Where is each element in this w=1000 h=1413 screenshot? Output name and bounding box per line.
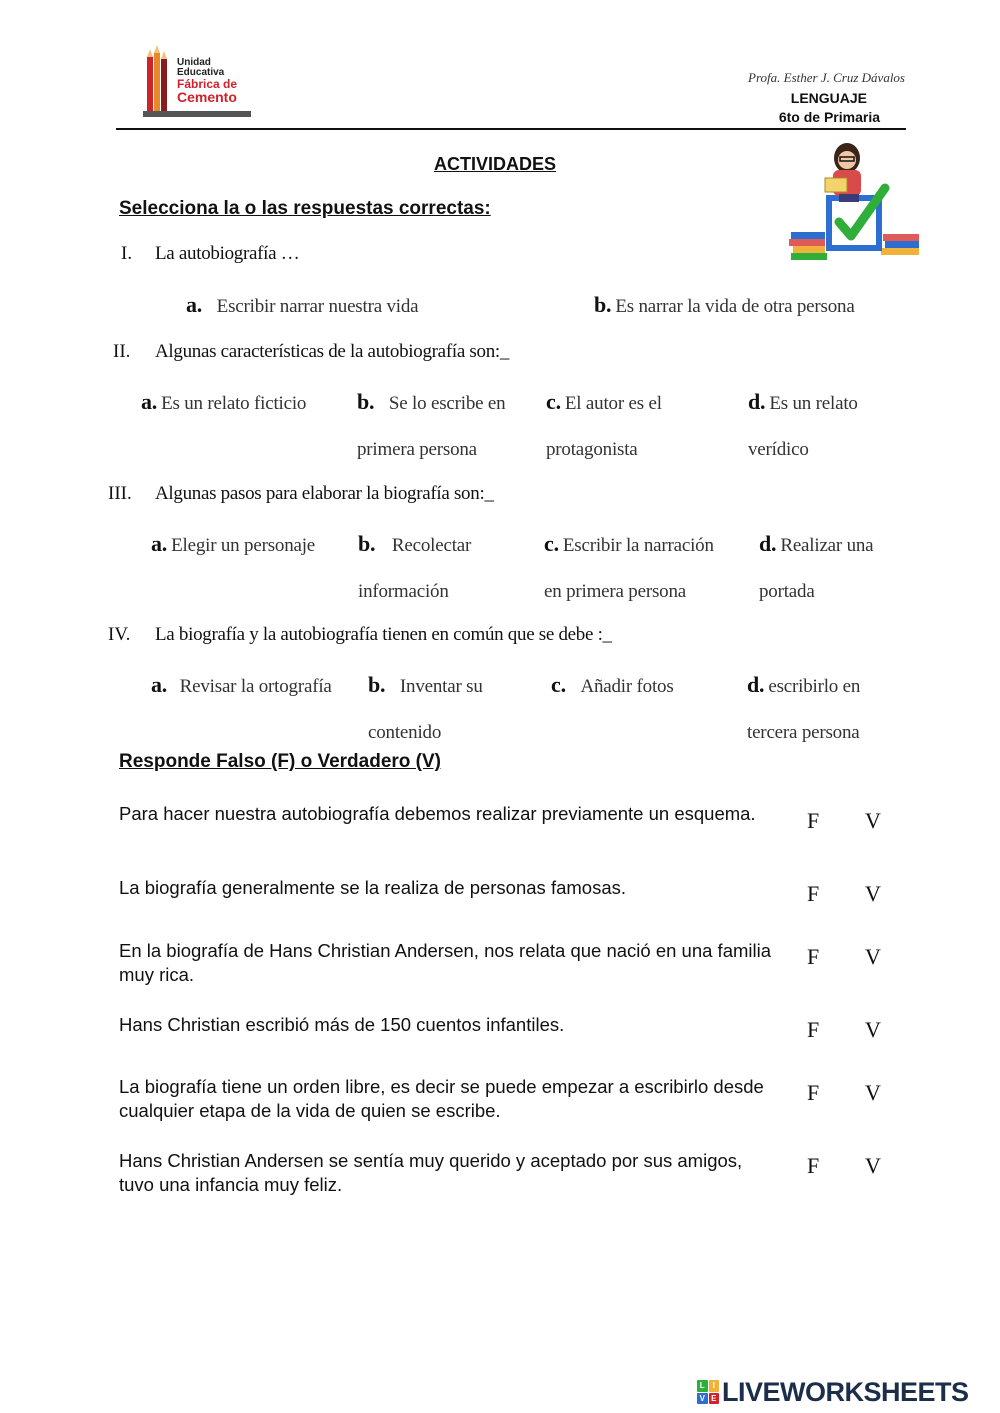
option-letter: c. [546, 389, 561, 414]
true-option[interactable]: V [865, 881, 881, 906]
true-option[interactable]: V [865, 1153, 881, 1178]
option-letter: b. [358, 531, 376, 556]
tf-statement: Hans Christian escribió más de 150 cuentos infantiles. [119, 1014, 565, 1035]
option-text: El autor es el [564, 393, 662, 414]
subject-label: LENGUAJE [790, 90, 867, 106]
option-letter: c. [551, 672, 566, 697]
logo-line-1: Unidad [177, 57, 211, 68]
false-option[interactable]: F [807, 881, 820, 906]
option-letter: a. [151, 672, 168, 697]
liveworksheets-badge-icon [697, 1380, 719, 1404]
option-text: Es narrar la vida de otra persona [615, 296, 855, 317]
question-number: II. [113, 341, 131, 362]
option-letter: d. [747, 672, 765, 697]
question-text: Algunas características de la autobiografía son:_ [155, 341, 510, 362]
option-d[interactable] [748, 379, 858, 473]
true-option[interactable]: V [865, 808, 881, 833]
false-option[interactable]: F [807, 944, 820, 969]
option-text: Realizar una [780, 535, 874, 556]
true-option[interactable]: V [865, 1080, 881, 1105]
liveworksheets-logo[interactable] [697, 1376, 969, 1408]
grade-label: 6to de Primaria [778, 109, 880, 125]
option-b[interactable] [368, 662, 483, 756]
false-option[interactable]: F [807, 1153, 820, 1178]
option-letter: b. [357, 389, 375, 414]
option-c[interactable] [544, 521, 714, 615]
school-logo [143, 45, 253, 123]
badge-letter: I [709, 1380, 720, 1392]
option-letter: a. [151, 531, 168, 556]
header-divider [116, 128, 906, 130]
tf-statement: La biografía tiene un orden libre, es decir se puede empezar a escribirlo desde cualquier etapa de la vida de quien se escribe. [119, 1076, 764, 1121]
false-option[interactable]: F [807, 808, 820, 833]
option-text: Escribir narrar nuestra vida [216, 296, 419, 317]
option-a[interactable] [186, 282, 418, 330]
option-text-line2: información [358, 581, 449, 602]
question-text: La autobiografía … [155, 243, 300, 264]
option-letter: a. [141, 389, 158, 414]
option-text: Se lo escribe en [388, 393, 506, 414]
false-option[interactable]: F [807, 1080, 820, 1105]
option-letter: d. [748, 389, 766, 414]
liveworksheets-brand-text: LIVEWORKSHEETS [722, 1376, 969, 1407]
logo-line-4: Cemento [177, 89, 237, 105]
option-text: Elegir un personaje [171, 535, 316, 556]
option-text-line2: contenido [368, 722, 442, 743]
tf-statement: En la biografía de Hans Christian Andersen, nos relata que nació en una familia muy rica. [119, 940, 772, 985]
option-text: Es un relato ficticio [161, 393, 307, 414]
tf-statement: Hans Christian Andersen se sentía muy querido y aceptado por sus amigos, tuvo una infancia muy feliz. [119, 1150, 743, 1195]
option-text-line2: portada [759, 581, 815, 602]
option-text: Añadir fotos [580, 676, 674, 697]
option-b[interactable] [594, 282, 855, 330]
option-text: Inventar su [399, 676, 483, 697]
true-option[interactable]: V [865, 944, 881, 969]
logo-line-3: Fábrica de [177, 77, 238, 91]
option-a[interactable] [141, 379, 306, 427]
tf-statement: Para hacer nuestra autobiografía debemos realizar previamente un esquema. [119, 803, 756, 824]
question-number: I. [121, 243, 133, 264]
option-text-line2: tercera persona [747, 722, 860, 743]
option-b[interactable] [358, 521, 471, 615]
option-text: escribirlo en [768, 676, 861, 697]
option-text-line2: primera persona [357, 439, 477, 460]
false-option[interactable]: F [807, 1017, 820, 1042]
option-text-line2: en primera persona [544, 581, 686, 602]
question-text: Algunas pasos para elaborar la biografía son:_ [155, 483, 494, 504]
option-text: Recolectar [391, 535, 472, 556]
option-text: Revisar la ortografía [179, 676, 332, 697]
option-text-line2: verídico [748, 439, 809, 460]
option-c[interactable] [551, 662, 674, 710]
option-text-line2: protagonista [546, 439, 638, 460]
option-b[interactable] [357, 379, 505, 473]
option-d[interactable] [759, 521, 873, 615]
question-text: La biografía y la autobiografía tienen en común que se debe :_ [155, 624, 612, 645]
option-letter: b. [368, 672, 386, 697]
option-letter: c. [544, 531, 559, 556]
option-d[interactable] [747, 662, 860, 756]
badge-letter: V [697, 1393, 708, 1405]
option-text: Escribir la narración [562, 535, 714, 556]
section-true-false-title: Responde Falso (F) o Verdadero (V) [119, 751, 441, 772]
option-c[interactable] [546, 379, 662, 473]
tf-statement: La biografía generalmente se la realiza de personas famosas. [119, 877, 626, 898]
teacher-name: Profa. Esther J. Cruz Dávalos [748, 70, 905, 85]
option-text: Es un relato [769, 393, 858, 414]
page-title: ACTIVIDADES [434, 154, 557, 174]
question-number: IV. [108, 624, 131, 645]
option-letter: d. [759, 531, 777, 556]
badge-letter: E [709, 1393, 720, 1405]
question-number: III. [108, 483, 132, 504]
option-a[interactable] [151, 521, 315, 569]
option-letter: b. [594, 292, 612, 317]
reading-girl-checkmark-illustration [785, 138, 925, 268]
option-letter: a. [186, 292, 203, 317]
logo-line-2: Educativa [177, 67, 225, 78]
section-multiple-choice-title: Selecciona la o las respuestas correctas: [119, 198, 491, 219]
option-a[interactable] [151, 662, 332, 710]
true-option[interactable]: V [865, 1017, 881, 1042]
badge-letter: L [697, 1380, 708, 1392]
